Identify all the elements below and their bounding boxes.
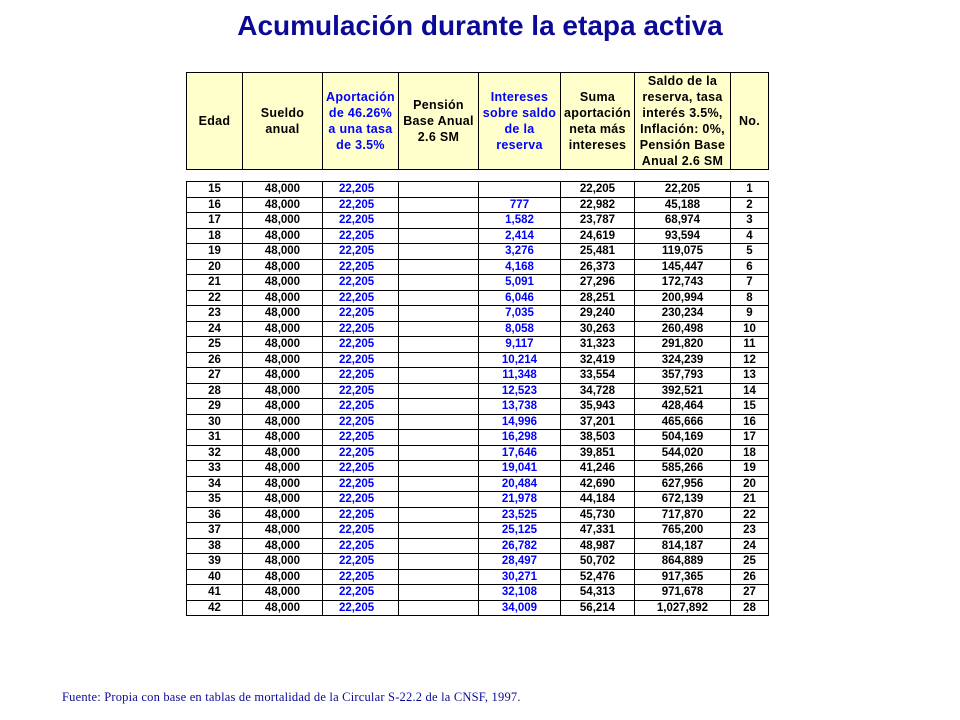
cell-sueldo: 48,000 [243, 600, 323, 616]
table-row [187, 414, 769, 430]
cell-saldo: 119,075 [635, 244, 731, 260]
cell-sueldo: 48,000 [243, 244, 323, 260]
cell-saldo: 504,169 [635, 430, 731, 446]
cell-edad: 34 [187, 476, 243, 492]
cell-saldo: 68,974 [635, 213, 731, 229]
header-pension: Pensión Base Anual 2.6 SM [399, 73, 479, 170]
cell-saldo: 917,365 [635, 569, 731, 585]
cell-no: 14 [731, 383, 769, 399]
cell-sueldo: 48,000 [243, 337, 323, 353]
table-row [187, 585, 769, 601]
cell-no: 13 [731, 368, 769, 384]
cell-aportacion: 22,205 [323, 523, 399, 539]
header-saldo: Saldo de la reserva, tasa interés 3.5%, Inflación: 0%, Pensión Base Anual 2.6 SM [635, 73, 731, 170]
cell-intereses: 25,125 [479, 523, 561, 539]
cell-no: 1 [731, 182, 769, 198]
cell-sueldo: 48,000 [243, 182, 323, 198]
cell-pension [399, 414, 479, 430]
cell-edad: 17 [187, 213, 243, 229]
cell-intereses: 13,738 [479, 399, 561, 415]
cell-suma: 29,240 [561, 306, 635, 322]
table-row [187, 430, 769, 446]
cell-suma: 35,943 [561, 399, 635, 415]
cell-aportacion: 22,205 [323, 197, 399, 213]
cell-intereses: 23,525 [479, 507, 561, 523]
cell-pension [399, 461, 479, 477]
page-title: Acumulación durante la etapa activa [237, 10, 723, 41]
cell-saldo: 260,498 [635, 321, 731, 337]
cell-intereses: 7,035 [479, 306, 561, 322]
table-row [187, 399, 769, 415]
cell-aportacion: 22,205 [323, 399, 399, 415]
cell-pension [399, 476, 479, 492]
cell-intereses: 2,414 [479, 228, 561, 244]
cell-suma: 25,481 [561, 244, 635, 260]
cell-intereses: 14,996 [479, 414, 561, 430]
header-sueldo: Sueldo anual [243, 73, 323, 170]
cell-pension [399, 399, 479, 415]
table-row [187, 600, 769, 616]
cell-intereses: 11,348 [479, 368, 561, 384]
table-row [187, 476, 769, 492]
cell-aportacion: 22,205 [323, 430, 399, 446]
cell-aportacion: 22,205 [323, 492, 399, 508]
cell-suma: 38,503 [561, 430, 635, 446]
table-row [187, 507, 769, 523]
cell-saldo: 324,239 [635, 352, 731, 368]
header-aportacion: Aportación de 46.26% a una tasa de 3.5% [323, 73, 399, 170]
cell-aportacion: 22,205 [323, 538, 399, 554]
cell-intereses: 32,108 [479, 585, 561, 601]
cell-suma: 39,851 [561, 445, 635, 461]
cell-aportacion: 22,205 [323, 213, 399, 229]
cell-suma: 24,619 [561, 228, 635, 244]
cell-intereses: 12,523 [479, 383, 561, 399]
cell-intereses: 30,271 [479, 569, 561, 585]
cell-sueldo: 48,000 [243, 445, 323, 461]
cell-pension [399, 538, 479, 554]
table-row [187, 523, 769, 539]
cell-aportacion: 22,205 [323, 321, 399, 337]
table-row [187, 368, 769, 384]
cell-pension [399, 321, 479, 337]
table-row [187, 445, 769, 461]
cell-aportacion: 22,205 [323, 507, 399, 523]
cell-no: 3 [731, 213, 769, 229]
cell-suma: 22,205 [561, 182, 635, 198]
cell-sueldo: 48,000 [243, 430, 323, 446]
cell-edad: 18 [187, 228, 243, 244]
cell-suma: 52,476 [561, 569, 635, 585]
header-edad: Edad [187, 73, 243, 170]
cell-no: 21 [731, 492, 769, 508]
cell-sueldo: 48,000 [243, 290, 323, 306]
cell-edad: 19 [187, 244, 243, 260]
table-row [187, 228, 769, 244]
cell-no: 26 [731, 569, 769, 585]
cell-pension [399, 352, 479, 368]
cell-edad: 35 [187, 492, 243, 508]
cell-saldo: 392,521 [635, 383, 731, 399]
cell-edad: 31 [187, 430, 243, 446]
cell-pension [399, 383, 479, 399]
accumulation-table [186, 72, 769, 616]
table-header [186, 72, 769, 170]
cell-pension [399, 569, 479, 585]
cell-pension [399, 600, 479, 616]
cell-suma: 37,201 [561, 414, 635, 430]
cell-pension [399, 306, 479, 322]
cell-saldo: 1,027,892 [635, 600, 731, 616]
table-row [187, 182, 769, 198]
cell-pension [399, 507, 479, 523]
cell-pension [399, 182, 479, 198]
cell-pension [399, 228, 479, 244]
table-row [187, 259, 769, 275]
table-row [187, 569, 769, 585]
cell-pension [399, 244, 479, 260]
header-intereses: Intereses sobre saldo de la reserva [479, 73, 561, 170]
cell-edad: 16 [187, 197, 243, 213]
table-row [187, 306, 769, 322]
table-row [187, 352, 769, 368]
cell-pension [399, 368, 479, 384]
cell-intereses: 19,041 [479, 461, 561, 477]
cell-edad: 41 [187, 585, 243, 601]
table-row [187, 321, 769, 337]
cell-pension [399, 445, 479, 461]
cell-aportacion: 22,205 [323, 275, 399, 291]
cell-edad: 39 [187, 554, 243, 570]
cell-aportacion: 22,205 [323, 569, 399, 585]
cell-edad: 33 [187, 461, 243, 477]
cell-no: 2 [731, 197, 769, 213]
cell-intereses: 28,497 [479, 554, 561, 570]
table-row [187, 290, 769, 306]
cell-suma: 41,246 [561, 461, 635, 477]
cell-intereses: 3,276 [479, 244, 561, 260]
cell-pension [399, 290, 479, 306]
cell-no: 4 [731, 228, 769, 244]
cell-pension [399, 554, 479, 570]
cell-aportacion: 22,205 [323, 600, 399, 616]
cell-suma: 47,331 [561, 523, 635, 539]
cell-intereses: 4,168 [479, 259, 561, 275]
cell-no: 9 [731, 306, 769, 322]
cell-edad: 40 [187, 569, 243, 585]
table-row [187, 554, 769, 570]
cell-no: 22 [731, 507, 769, 523]
cell-suma: 45,730 [561, 507, 635, 523]
cell-intereses: 777 [479, 197, 561, 213]
cell-intereses: 16,298 [479, 430, 561, 446]
cell-edad: 38 [187, 538, 243, 554]
cell-edad: 15 [187, 182, 243, 198]
cell-pension [399, 197, 479, 213]
header-no: No. [731, 73, 769, 170]
cell-intereses: 21,978 [479, 492, 561, 508]
cell-edad: 23 [187, 306, 243, 322]
cell-intereses: 1,582 [479, 213, 561, 229]
cell-edad: 22 [187, 290, 243, 306]
cell-saldo: 230,234 [635, 306, 731, 322]
cell-pension [399, 259, 479, 275]
cell-intereses: 8,058 [479, 321, 561, 337]
cell-sueldo: 48,000 [243, 399, 323, 415]
table-row [187, 213, 769, 229]
cell-no: 20 [731, 476, 769, 492]
cell-sueldo: 48,000 [243, 523, 323, 539]
cell-saldo: 971,678 [635, 585, 731, 601]
cell-saldo: 465,666 [635, 414, 731, 430]
cell-edad: 25 [187, 337, 243, 353]
cell-edad: 27 [187, 368, 243, 384]
cell-pension [399, 523, 479, 539]
cell-no: 11 [731, 337, 769, 353]
cell-aportacion: 22,205 [323, 306, 399, 322]
cell-aportacion: 22,205 [323, 585, 399, 601]
table-row [187, 538, 769, 554]
cell-intereses: 9,117 [479, 337, 561, 353]
cell-suma: 22,982 [561, 197, 635, 213]
cell-sueldo: 48,000 [243, 461, 323, 477]
cell-edad: 30 [187, 414, 243, 430]
cell-no: 25 [731, 554, 769, 570]
table-row [187, 383, 769, 399]
cell-saldo: 717,870 [635, 507, 731, 523]
cell-aportacion: 22,205 [323, 352, 399, 368]
cell-aportacion: 22,205 [323, 182, 399, 198]
cell-edad: 29 [187, 399, 243, 415]
cell-no: 12 [731, 352, 769, 368]
cell-intereses: 10,214 [479, 352, 561, 368]
cell-suma: 42,690 [561, 476, 635, 492]
cell-intereses: 6,046 [479, 290, 561, 306]
cell-suma: 48,987 [561, 538, 635, 554]
source-note: Fuente: Propia con base en tablas de mortalidad de la Circular S-22.2 de la CNSF, 1997. [62, 690, 521, 704]
cell-intereses: 34,009 [479, 600, 561, 616]
cell-intereses: 17,646 [479, 445, 561, 461]
cell-saldo: 291,820 [635, 337, 731, 353]
cell-edad: 36 [187, 507, 243, 523]
table-row [187, 197, 769, 213]
cell-no: 8 [731, 290, 769, 306]
cell-suma: 34,728 [561, 383, 635, 399]
cell-aportacion: 22,205 [323, 228, 399, 244]
cell-suma: 28,251 [561, 290, 635, 306]
cell-suma: 54,313 [561, 585, 635, 601]
cell-no: 6 [731, 259, 769, 275]
cell-pension [399, 430, 479, 446]
cell-suma: 44,184 [561, 492, 635, 508]
cell-edad: 28 [187, 383, 243, 399]
cell-aportacion: 22,205 [323, 414, 399, 430]
cell-no: 7 [731, 275, 769, 291]
table-body [186, 181, 769, 616]
cell-no: 5 [731, 244, 769, 260]
cell-saldo: 428,464 [635, 399, 731, 415]
cell-pension [399, 585, 479, 601]
cell-no: 27 [731, 585, 769, 601]
cell-saldo: 45,188 [635, 197, 731, 213]
cell-saldo: 814,187 [635, 538, 731, 554]
cell-sueldo: 48,000 [243, 554, 323, 570]
cell-no: 23 [731, 523, 769, 539]
cell-intereses: 20,484 [479, 476, 561, 492]
cell-aportacion: 22,205 [323, 244, 399, 260]
cell-saldo: 172,743 [635, 275, 731, 291]
cell-sueldo: 48,000 [243, 538, 323, 554]
cell-saldo: 145,447 [635, 259, 731, 275]
cell-saldo: 93,594 [635, 228, 731, 244]
cell-edad: 21 [187, 275, 243, 291]
cell-edad: 24 [187, 321, 243, 337]
cell-saldo: 672,139 [635, 492, 731, 508]
cell-aportacion: 22,205 [323, 368, 399, 384]
cell-intereses [479, 182, 561, 198]
cell-saldo: 22,205 [635, 182, 731, 198]
cell-saldo: 864,889 [635, 554, 731, 570]
cell-sueldo: 48,000 [243, 275, 323, 291]
cell-sueldo: 48,000 [243, 306, 323, 322]
cell-sueldo: 48,000 [243, 476, 323, 492]
cell-aportacion: 22,205 [323, 445, 399, 461]
cell-suma: 50,702 [561, 554, 635, 570]
cell-pension [399, 275, 479, 291]
cell-no: 18 [731, 445, 769, 461]
cell-suma: 23,787 [561, 213, 635, 229]
cell-suma: 27,296 [561, 275, 635, 291]
table-row [187, 337, 769, 353]
cell-aportacion: 22,205 [323, 259, 399, 275]
table-row [187, 461, 769, 477]
cell-sueldo: 48,000 [243, 585, 323, 601]
cell-suma: 56,214 [561, 600, 635, 616]
cell-no: 19 [731, 461, 769, 477]
cell-edad: 42 [187, 600, 243, 616]
cell-sueldo: 48,000 [243, 368, 323, 384]
cell-sueldo: 48,000 [243, 321, 323, 337]
cell-sueldo: 48,000 [243, 228, 323, 244]
cell-aportacion: 22,205 [323, 337, 399, 353]
cell-suma: 30,263 [561, 321, 635, 337]
cell-sueldo: 48,000 [243, 492, 323, 508]
cell-saldo: 544,020 [635, 445, 731, 461]
cell-edad: 20 [187, 259, 243, 275]
cell-pension [399, 337, 479, 353]
cell-saldo: 200,994 [635, 290, 731, 306]
cell-no: 24 [731, 538, 769, 554]
cell-aportacion: 22,205 [323, 554, 399, 570]
cell-no: 10 [731, 321, 769, 337]
cell-sueldo: 48,000 [243, 569, 323, 585]
table-row [187, 492, 769, 508]
cell-suma: 31,323 [561, 337, 635, 353]
cell-intereses: 5,091 [479, 275, 561, 291]
cell-edad: 37 [187, 523, 243, 539]
header-suma: Suma aportación neta más intereses [561, 73, 635, 170]
table-row [187, 275, 769, 291]
cell-suma: 33,554 [561, 368, 635, 384]
cell-no: 17 [731, 430, 769, 446]
cell-no: 15 [731, 399, 769, 415]
cell-pension [399, 213, 479, 229]
cell-sueldo: 48,000 [243, 414, 323, 430]
cell-sueldo: 48,000 [243, 259, 323, 275]
cell-sueldo: 48,000 [243, 383, 323, 399]
cell-intereses: 26,782 [479, 538, 561, 554]
cell-saldo: 765,200 [635, 523, 731, 539]
cell-saldo: 357,793 [635, 368, 731, 384]
cell-no: 28 [731, 600, 769, 616]
cell-aportacion: 22,205 [323, 383, 399, 399]
cell-no: 16 [731, 414, 769, 430]
cell-aportacion: 22,205 [323, 476, 399, 492]
cell-suma: 26,373 [561, 259, 635, 275]
cell-suma: 32,419 [561, 352, 635, 368]
table-row [187, 244, 769, 260]
cell-aportacion: 22,205 [323, 461, 399, 477]
cell-saldo: 627,956 [635, 476, 731, 492]
cell-sueldo: 48,000 [243, 213, 323, 229]
cell-sueldo: 48,000 [243, 352, 323, 368]
cell-edad: 26 [187, 352, 243, 368]
cell-saldo: 585,266 [635, 461, 731, 477]
cell-edad: 32 [187, 445, 243, 461]
cell-pension [399, 492, 479, 508]
cell-sueldo: 48,000 [243, 507, 323, 523]
cell-aportacion: 22,205 [323, 290, 399, 306]
cell-sueldo: 48,000 [243, 197, 323, 213]
